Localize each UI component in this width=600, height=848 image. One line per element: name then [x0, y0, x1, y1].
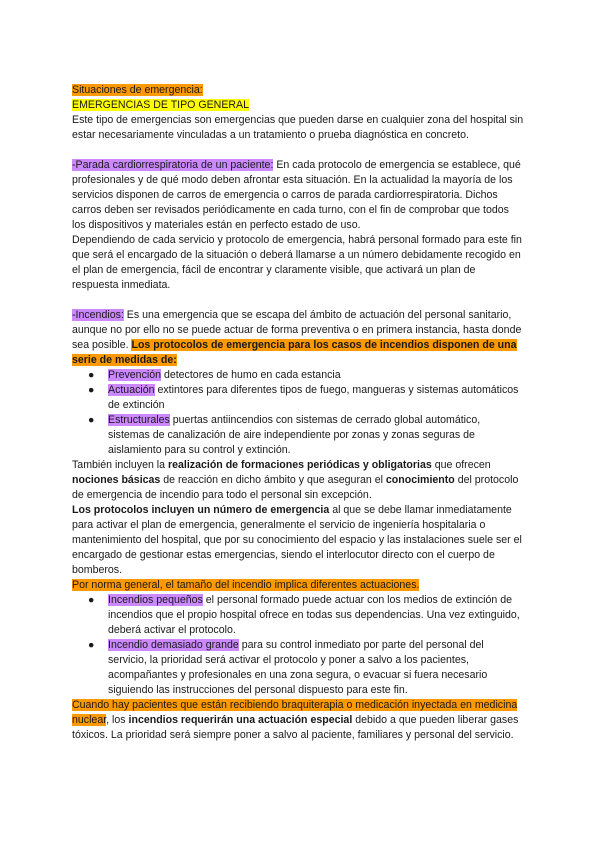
training-text-1: También incluyen la [72, 459, 168, 471]
measure-text: detectores de humo en cada estancia [161, 369, 341, 381]
list-item [72, 383, 524, 413]
nuclear-text-1: , los [106, 714, 129, 726]
incendios-highlight: Los protocolos de emergencia para los casos de incendios disponen de una serie de medidas de: [72, 339, 517, 366]
incendios-text-1: Es una emergencia que se escapa del ámbito de actuación del personal sanitario, aunque no por ello no se puede actuar de forma preventiva o en primera instancia, hasta donde sea posible. [72, 309, 522, 351]
size-note [72, 578, 524, 593]
measures-list [72, 368, 524, 458]
nuclear-text-2: debido a que pueden liberar gases tóxicos. La prioridad será siempre poner a salvo al paciente, familiares y personal del servicio. [72, 714, 519, 741]
measure-text: extintores para diferentes tipos de fuego, mangueras y sistemas automáticos de extinción [108, 384, 519, 411]
heading-line-1: Situaciones de emergencia: [72, 84, 203, 96]
intro-paragraph: Este tipo de emergencias son emergencias que pueden darse en cualquier zona del hospital sin estar necesariamente vinculadas a un tratamiento o prueba diagnóstica en concreto. [72, 114, 524, 141]
bullet-icon: ● [88, 414, 95, 426]
size-term: Incendios pequeños [108, 594, 203, 606]
measure-term: Prevención [108, 369, 161, 381]
list-item [72, 638, 524, 698]
training-bold-2: nociones básicas [72, 474, 161, 486]
nuclear-bold: incendios requerirán una actuación especial [128, 714, 353, 726]
incendios-paragraph [72, 308, 524, 368]
section-heading [72, 83, 524, 98]
parada-label: -Parada cardiorrespiratoria de un paciente: [72, 159, 274, 171]
parada-paragraph-2: Dependiendo de cada servicio y protocolo de emergencia, habrá personal formado para este fin que será el encargado de la situación o deberá llamarse a un número debidamente recogido en el plan de emergencia, fácil de encontrar y claramente visible, que activará un plan de respuesta inmediata. [72, 234, 522, 291]
size-text: el personal formado puede actuar con los medios de extinción de incendios que el propio hospital ofrece en todas sus dependencias. Una vez extinguido, deberá activar el protocolo. [108, 594, 520, 636]
size-term: Incendio demasiado grande [108, 639, 239, 651]
protocols-text: al que se debe llamar inmediatamente para activar el plan de emergencia, generalmente el servicio de ingeniería hospitalaria o mantenimiento del hospital, que por su conocimiento del espacio y las instalaciones suele ser el encargado de gestionar estas emergencias, siendo el interlocutor directo con el cuerpo de bomberos. [72, 504, 522, 576]
parada-paragraph [72, 158, 524, 233]
training-bold-1: realización de formaciones periódicas y obligatorias [168, 459, 432, 471]
training-paragraph [72, 458, 524, 503]
training-text-2: que ofrecen [431, 459, 491, 471]
measure-text: puertas antiincendios con sistemas de cerrado global automático, sistemas de canalización de aire independiente por zonas y zonas seguras de aislamiento para su control y extinción. [108, 414, 481, 456]
training-text-4: del protocolo de emergencia de incendio para todo el personal sin excepción. [72, 474, 519, 501]
bullet-icon: ● [88, 594, 95, 606]
list-item [72, 368, 524, 383]
bullet-icon: ● [88, 639, 95, 651]
measure-term: Actuación [108, 384, 155, 396]
sizes-list [72, 593, 524, 698]
section-subheading [72, 98, 524, 113]
protocols-paragraph [72, 503, 524, 578]
size-text: para su control inmediato por parte del personal del servicio, la prioridad será activar el protocolo y poner a salvo a los pacientes, acompañantes y profesionales en una zona segura, o evacuar si fuera necesario siguiendo las instrucciones del personal dispuesto para este fin. [108, 639, 488, 696]
parada-text-1: En cada protocolo de emergencia se establece, qué profesionales y de qué modo deben afrontar esta situación. En la actualidad la mayoría de los servicios disponen de carros de emergencia o carros de parada cardiorrespiratoria. Dichos carros deben ser revisados periódicamente en cada turno, con el fin de comprobar que todos los dispositivos y materiales están en perfecto estado de uso. [72, 159, 521, 231]
bullet-icon: ● [88, 369, 95, 381]
document-body [72, 83, 524, 743]
size-note-highlight: Por norma general, el tamaño del incendio implica diferentes actuaciones. [72, 579, 420, 591]
list-item [72, 593, 524, 638]
heading-line-2: EMERGENCIAS DE TIPO GENERAL [72, 99, 249, 111]
training-bold-3: conocimiento [385, 474, 455, 486]
nuclear-paragraph [72, 698, 524, 743]
protocols-bold: Los protocolos incluyen un número de emergencia [72, 504, 330, 516]
incendios-label: -Incendios: [72, 309, 124, 321]
nuclear-highlight: Cuando hay pacientes que están recibiendo braquiterapia o medicación inyectada en medicina nuclear [72, 699, 518, 726]
training-text-3: de reacción en dicho ámbito y que aseguran el [160, 474, 386, 486]
bullet-icon: ● [88, 384, 95, 396]
list-item [72, 413, 524, 458]
measure-term: Estructurales [108, 414, 170, 426]
